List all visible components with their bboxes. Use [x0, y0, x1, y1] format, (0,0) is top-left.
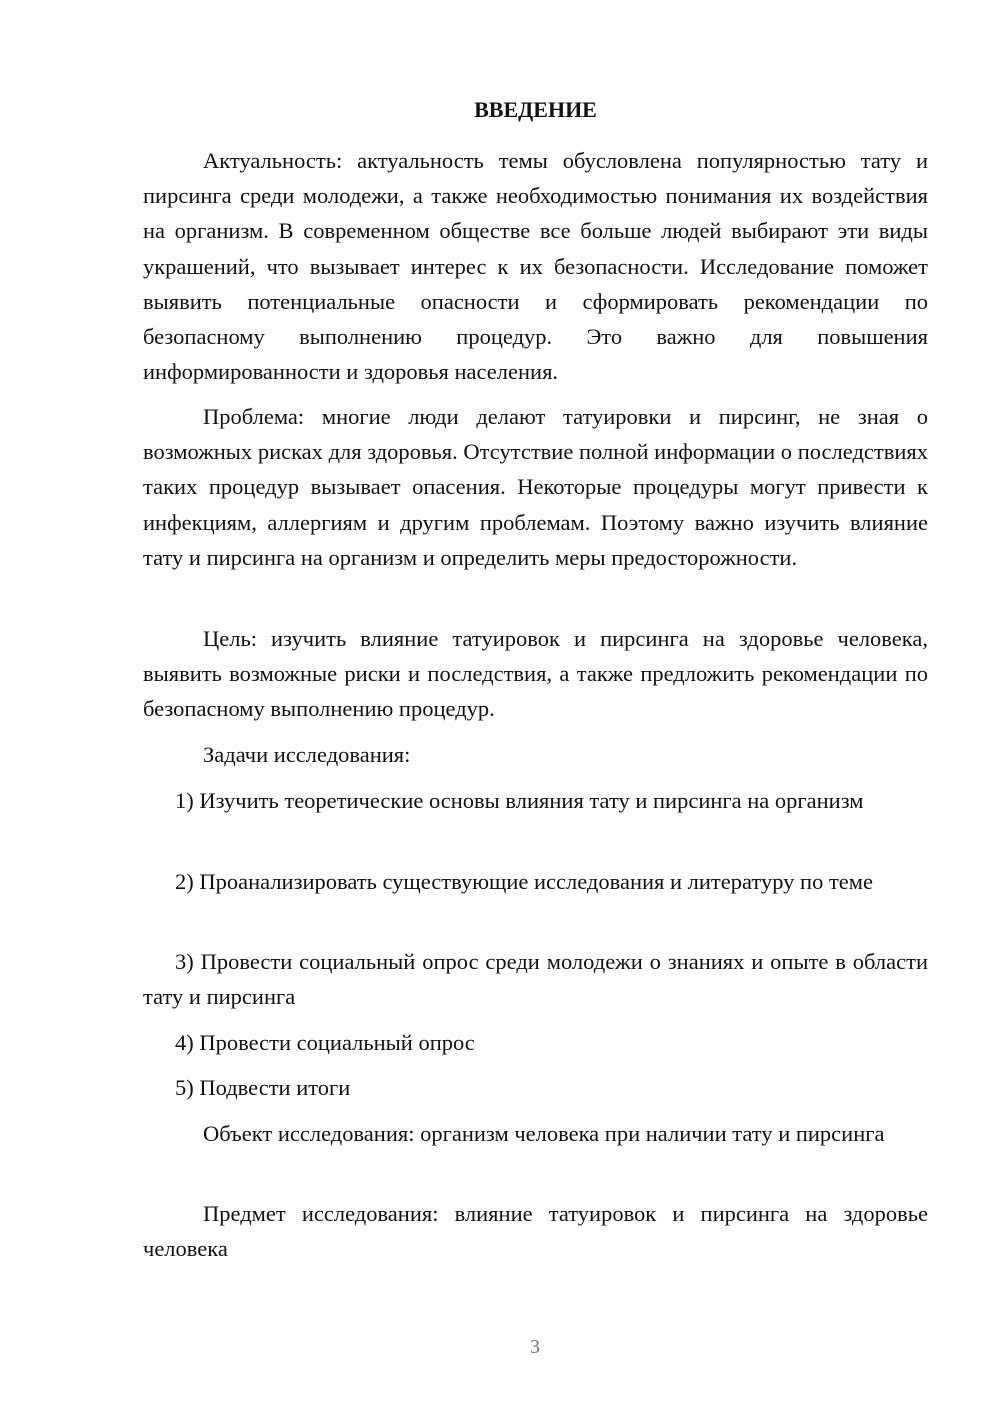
problem-paragraph: Проблема: многие люди делают татуировки и пирсинг, не зная о возможных рисках для здоровья. Отсутствие полной информации о последствиях таких процедур вызывает опасения. Некоторые процедуры могут привести к инфекциям, аллергиям и другим проблемам. Поэтому важно изучить влияние тату и пирсинга на организм и определить меры предосторожности.: [143, 404, 928, 570]
research-object-paragraph: Объект исследования: организм человека при наличии тату и пирсинга: [203, 1121, 885, 1146]
task-item-3: 3) Провести социальный опрос среди молодежи о знаниях и опыте в области тату и пирсинга: [143, 949, 928, 1010]
research-subject-paragraph: Предмет исследования: влияние татуировок и пирсинга на здоровье человека: [143, 1201, 928, 1262]
task-item-1: 1) Изучить теоретические основы влияния тату и пирсинга на организм: [175, 788, 864, 813]
task-item-4: 4) Провести социальный опрос: [175, 1030, 475, 1055]
task-item-5: 5) Подвести итоги: [175, 1075, 351, 1100]
relevance-paragraph: Актуальность: актуальность темы обусловлена популярностью тату и пирсинга среди молодежи, а также необходимостью понимания их воздействия на организм. В современном обществе все больше людей выбирают эти виды украшений, что вызывает интерес к их безопасности. Исследование поможет выявить потенциальные опасности и сформировать рекомендации по безопасному выполнению процедур. Это важно для повышения информированности и здоровья населения.: [143, 148, 928, 385]
tasks-title: Задачи исследования:: [203, 742, 411, 767]
page-number: 3: [530, 1336, 540, 1358]
task-item-2: 2) Проанализировать существующие исследования и литературу по теме: [175, 869, 873, 894]
page-heading: ВВЕДЕНИЕ: [474, 97, 597, 122]
goal-paragraph: Цель: изучить влияние татуировок и пирсинга на здоровье человека, выявить возможные риски и последствия, а также предложить рекомендации по безопасному выполнению процедур.: [143, 626, 928, 722]
